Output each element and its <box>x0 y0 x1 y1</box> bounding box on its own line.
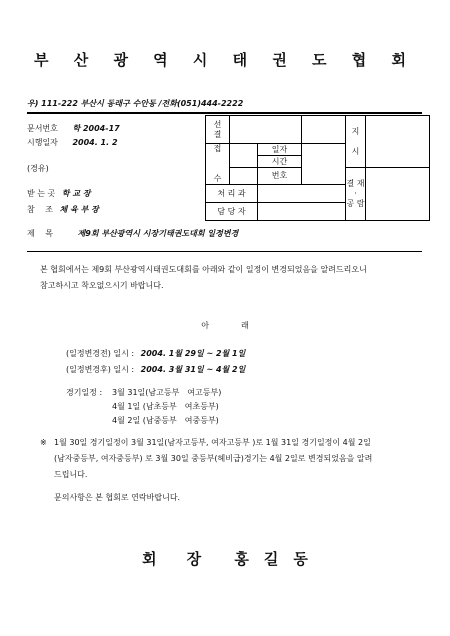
gyeoljae-blank <box>366 168 430 221</box>
damdangja-label: 담 당 자 <box>206 203 258 221</box>
note-line-1: 1월 30일 경기일정이 3월 31일(남자고등부, 여자고등부 )로 1월 31일 경기일정이 4월 2일 <box>54 438 371 447</box>
doc-number-label: 문서번호 <box>27 124 58 133</box>
issue-date-label: 시행일자 <box>27 138 58 147</box>
before-row <box>66 348 245 359</box>
reference-value: 체 육 부 장 <box>59 205 99 214</box>
body-paragraph <box>40 262 432 294</box>
jeopsu-cell: 접 수 <box>206 144 230 185</box>
jeopsu-blank <box>230 144 258 168</box>
jisi-blank <box>366 116 430 168</box>
recipient-row <box>27 188 91 199</box>
seon-blank <box>230 116 302 144</box>
subject-rule <box>27 251 422 252</box>
beonho-label: 번호 <box>258 168 302 185</box>
note-block <box>54 435 434 483</box>
note-line-3: 드립니다. <box>54 470 88 479</box>
jeopsu-blank-2 <box>302 144 346 185</box>
seon-blank-2 <box>302 116 346 144</box>
signature-name: 홍 길 동 <box>234 550 308 568</box>
subject-label: 제 목 <box>27 229 53 238</box>
contact-line: 문의사항은 본 협회로 연락바랍니다. <box>54 493 181 502</box>
after-row <box>66 364 245 375</box>
games-item-3: 4월 2일 (남중등부 여중등부) <box>112 416 219 425</box>
doc-number-row <box>27 123 120 134</box>
beonho-blank <box>230 168 258 185</box>
games-item-2: 4월 1일 (남초등부 여초등부) <box>112 402 219 411</box>
signature <box>0 548 450 569</box>
reference-row <box>27 204 99 215</box>
jisi-cell: 지 시 <box>346 116 366 168</box>
note-mark: ※ <box>40 438 47 447</box>
subject-value: 제9회 부산광역시 시장기태권도대회 일정변경 <box>77 229 239 238</box>
body-line-1: 본 협회에서는 제9회 부산광역시태권도대회를 아래와 같이 일정이 변경되었음을 알려드리오니 <box>40 265 367 274</box>
games-item-1: 3월 31일(남고등부 여고등부) <box>112 388 222 397</box>
doc-number-value: 학 2004-17 <box>72 124 120 133</box>
header-rule <box>27 112 422 114</box>
issue-date-value: 2004. 1. 2 <box>72 138 118 147</box>
sigan-label: 시간 <box>258 156 302 168</box>
document-title: 부 산 광 역 시 태 권 도 협 회 <box>34 51 416 69</box>
iljja-label: 일자 <box>258 144 302 156</box>
after-value: 2004. 3월 31일 ~ 4월 2일 <box>140 365 246 374</box>
cheorigwa-blank <box>258 185 346 203</box>
subject-row <box>27 228 238 239</box>
issue-date-row <box>27 137 118 148</box>
body-line-2: 참고하시고 착오없으시기 바랍니다. <box>40 281 164 290</box>
before-label: (일정변경전) 일시 : <box>66 349 135 358</box>
approval-table <box>205 115 430 221</box>
damdangja-blank <box>258 203 346 221</box>
recipient-value: 학 교 장 <box>61 189 91 198</box>
via-label: (경유) <box>27 164 49 173</box>
below-heading: 아 래 <box>201 321 249 330</box>
gyeoljae-cell: 결 재 · 공 람 <box>346 168 366 221</box>
after-label: (일정변경후) 일시 : <box>66 365 135 374</box>
seon-gyeol-cell: 선 결 <box>206 116 230 144</box>
address-line: 우) 111-222 부산시 동래구 수안동 /전화(051)444-2222 <box>27 99 244 108</box>
signature-role: 회 장 <box>142 550 202 568</box>
games-label: 경기일정 : <box>66 388 103 397</box>
cheorigwa-label: 처 리 과 <box>206 185 258 203</box>
note-line-2: (남자중등부, 여자중등부) 로 3월 30일 중등부(헤비급)경기는 4월 2일로 변경되었음을 알려 <box>54 454 373 463</box>
before-value: 2004. 1월 29일 ~ 2월 1일 <box>140 349 246 358</box>
recipient-label: 받 는 곳 <box>27 189 56 198</box>
reference-label: 참 조 <box>27 205 53 214</box>
